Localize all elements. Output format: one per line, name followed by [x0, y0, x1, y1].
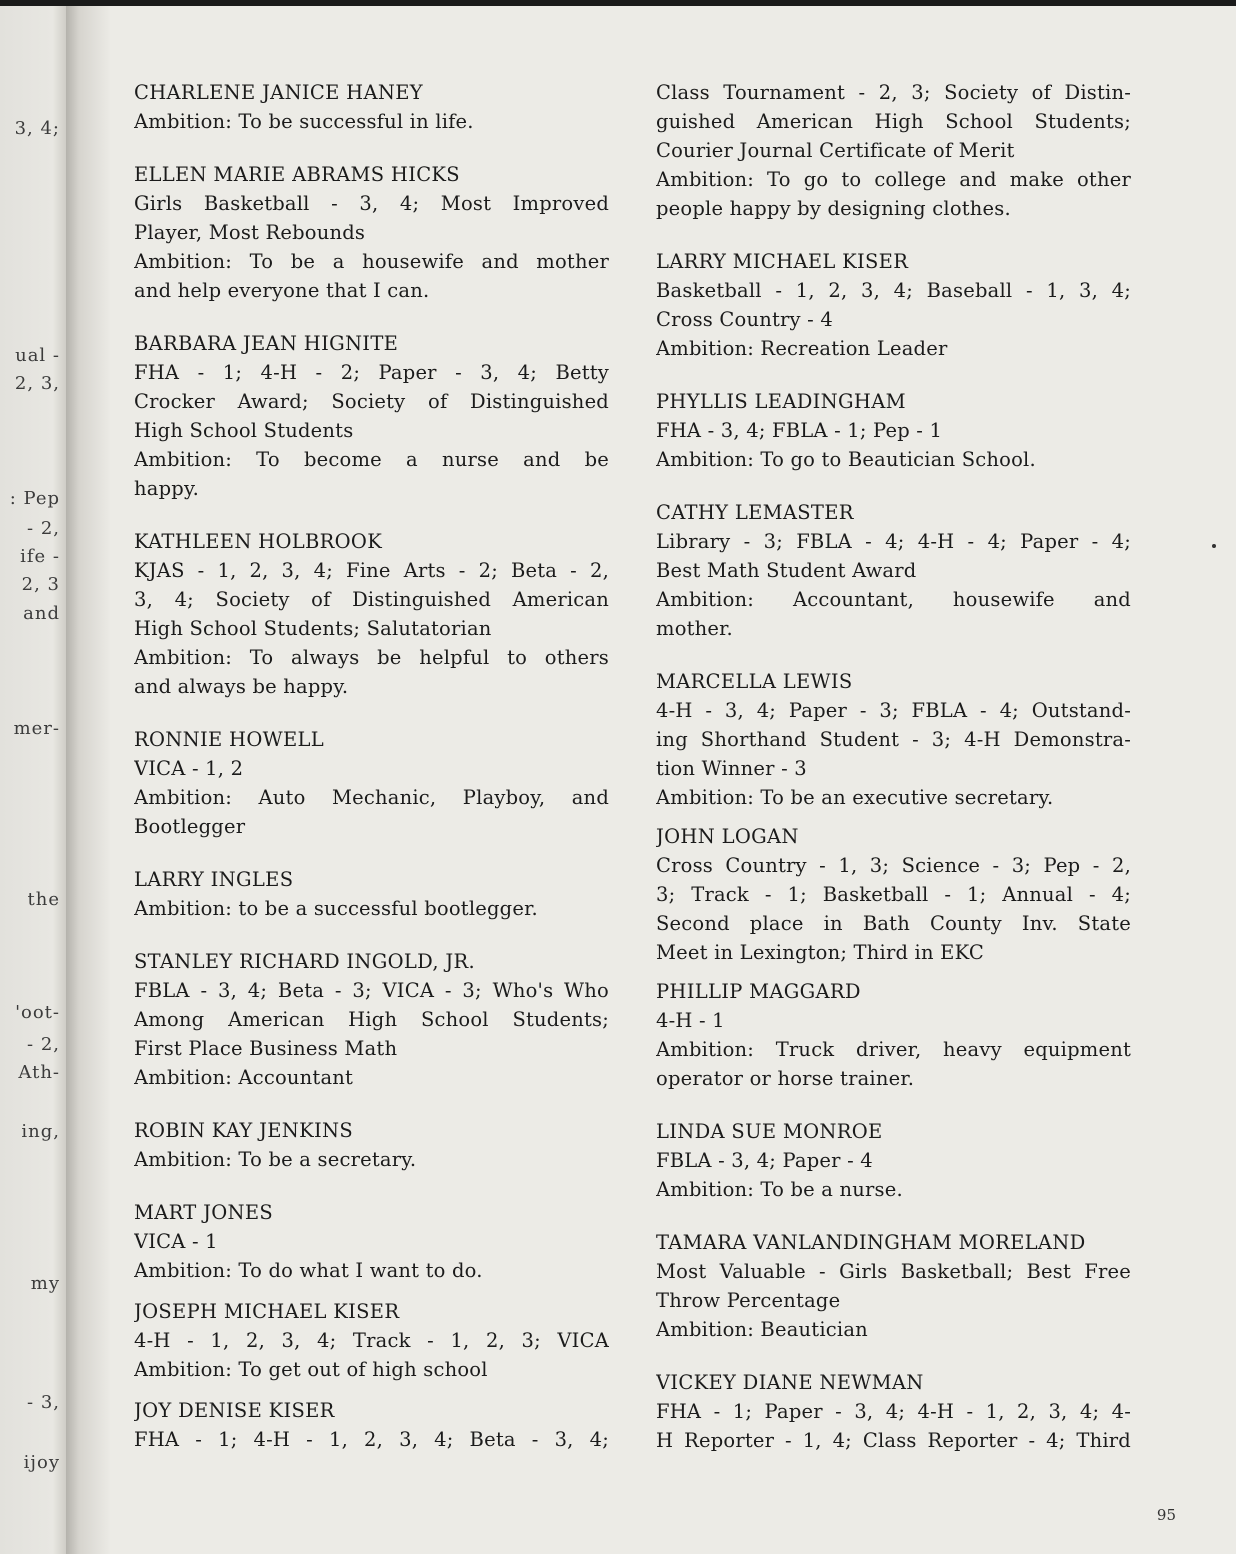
student-detail-line: H Reporter - 1, 4; Class Reporter - 4; Third: [656, 1429, 1131, 1452]
student-detail-line: KJAS - 1, 2, 3, 4; Fine Arts - 2; Beta - 2,: [134, 559, 609, 582]
facing-page-text-fragment: mer-: [13, 718, 60, 739]
student-detail-line: VICA - 1, 2: [134, 757, 244, 780]
facing-page-text-fragment: ual -: [15, 345, 60, 366]
student-entry: [134, 329, 609, 503]
student-detail-line: Courier Journal Certificate of Merit: [656, 139, 1015, 162]
student-detail-line: Player, Most Rebounds: [134, 221, 366, 244]
student-name: JOHN LOGAN: [656, 825, 799, 848]
student-name: VICKEY DIANE NEWMAN: [656, 1371, 924, 1394]
right-column: [656, 78, 1131, 1455]
facing-page-text-fragment: : Pep: [9, 488, 60, 509]
facing-page-text-fragment: and: [23, 603, 60, 624]
student-name: PHILLIP MAGGARD: [656, 980, 861, 1003]
student-detail-line: 3, 4; Society of Distinguished American: [134, 588, 609, 611]
facing-page-text-fragment: - 2,: [27, 518, 60, 539]
student-detail-line: FHA - 1; 4-H - 1, 2, 3, 4; Beta - 3, 4;: [134, 1428, 609, 1451]
student-detail-line: Ambition: To go to Beautician School.: [656, 448, 1036, 471]
facing-page-text-fragment: 2, 3,: [14, 373, 60, 394]
student-detail-line: 4-H - 3, 4; Paper - 3; FBLA - 4; Outstand-: [656, 699, 1131, 722]
student-entry: [656, 667, 1131, 812]
student-entry: [134, 527, 609, 701]
student-detail-line: Basketball - 1, 2, 3, 4; Baseball - 1, 3, 4;: [656, 279, 1131, 302]
student-entry: [656, 78, 1131, 223]
student-entry: [134, 947, 609, 1092]
student-name: ELLEN MARIE ABRAMS HICKS: [134, 163, 460, 186]
student-name: BARBARA JEAN HIGNITE: [134, 332, 399, 355]
student-detail-line: Class Tournament - 2, 3; Society of Distin-: [656, 81, 1131, 104]
student-detail-line: Ambition: Beautician: [656, 1318, 868, 1341]
student-name: CATHY LEMASTER: [656, 501, 854, 524]
student-entry: [656, 1368, 1131, 1455]
student-entry: [134, 1198, 609, 1285]
student-detail-line: FHA - 1; 4-H - 2; Paper - 3, 4; Betty: [134, 361, 609, 384]
student-detail-line: 3; Track - 1; Basketball - 1; Annual - 4;: [656, 883, 1131, 906]
student-entry: [134, 160, 609, 305]
facing-page-text-fragment: - 2,: [27, 1034, 60, 1055]
student-entry: [134, 1116, 609, 1174]
student-name: RONNIE HOWELL: [134, 728, 324, 751]
student-detail-line: Ambition: Auto Mechanic, Playboy, and: [134, 786, 609, 809]
student-detail-line: tion Winner - 3: [656, 757, 807, 780]
student-detail-line: Girls Basketball - 3, 4; Most Improved: [134, 192, 609, 215]
student-entry: [134, 1396, 609, 1454]
student-detail-line: Ambition: To be a nurse.: [656, 1178, 903, 1201]
student-name: ROBIN KAY JENKINS: [134, 1119, 354, 1142]
facing-page-text-fragment: ing,: [21, 1121, 60, 1142]
student-entry: [656, 1117, 1131, 1204]
student-name: TAMARA VANLANDINGHAM MORELAND: [656, 1231, 1086, 1254]
facing-page-text-fragment: ife -: [20, 546, 60, 567]
student-detail-line: Ambition: To go to college and make other: [656, 168, 1131, 191]
student-entry: [656, 822, 1131, 967]
student-detail-line: Cross Country - 1, 3; Science - 3; Pep - 2,: [656, 854, 1131, 877]
student-detail-line: Ambition: To be successful in life.: [134, 110, 474, 133]
student-detail-line: Library - 3; FBLA - 4; 4-H - 4; Paper - 4;: [656, 530, 1131, 553]
student-detail-line: Most Valuable - Girls Basketball; Best Free: [656, 1260, 1131, 1283]
student-detail-line: people happy by designing clothes.: [656, 197, 1011, 220]
student-detail-line: FHA - 3, 4; FBLA - 1; Pep - 1: [656, 419, 943, 442]
student-detail-line: Crocker Award; Society of Distinguished: [134, 390, 609, 413]
left-column: [134, 78, 609, 1454]
student-entry: [134, 725, 609, 841]
facing-page-text-fragment: 'oot-: [15, 1002, 60, 1023]
student-detail-line: Throw Percentage: [656, 1289, 841, 1312]
facing-page-edge: [0, 6, 66, 1554]
facing-page-text-fragment: my: [30, 1273, 60, 1294]
student-detail-line: High School Students; Salutatorian: [134, 617, 492, 640]
student-name: LINDA SUE MONROE: [656, 1120, 883, 1143]
student-detail-line: operator or horse trainer.: [656, 1067, 915, 1090]
page-top-edge: [0, 0, 1236, 6]
student-name: MART JONES: [134, 1201, 274, 1224]
student-detail-line: Ambition: To always be helpful to others: [134, 646, 609, 669]
student-detail-line: Ambition: to be a successful bootlegger.: [134, 897, 538, 920]
student-detail-line: FBLA - 3, 4; Paper - 4: [656, 1149, 873, 1172]
ink-speck: [1212, 544, 1216, 548]
student-detail-line: Ambition: To become a nurse and be: [134, 448, 609, 471]
student-name: PHYLLIS LEADINGHAM: [656, 390, 906, 413]
facing-page-text-fragment: the: [27, 889, 60, 910]
student-detail-line: Ambition: To be a secretary.: [134, 1148, 417, 1171]
student-name: CHARLENE JANICE HANEY: [134, 81, 423, 104]
student-name: LARRY MICHAEL KISER: [656, 250, 909, 273]
student-entry: [656, 387, 1131, 474]
student-name: LARRY INGLES: [134, 868, 294, 891]
student-entry: [656, 1228, 1131, 1344]
student-detail-line: Meet in Lexington; Third in EKC: [656, 941, 984, 964]
student-detail-line: Ambition: To be a housewife and mother: [134, 250, 609, 273]
student-detail-line: happy.: [134, 477, 199, 500]
student-entry: [134, 865, 609, 923]
student-entry: [656, 247, 1131, 363]
student-detail-line: Second place in Bath County Inv. State: [656, 912, 1131, 935]
facing-page-text-fragment: 2, 3: [21, 574, 60, 595]
student-entry: [656, 977, 1131, 1093]
book-gutter: [66, 6, 110, 1554]
student-detail-line: Ambition: Accountant, housewife and: [656, 588, 1131, 611]
student-entry: [134, 1297, 609, 1384]
student-detail-line: Among American High School Students;: [134, 1008, 609, 1031]
student-detail-line: Ambition: Accountant: [134, 1066, 354, 1089]
student-detail-line: ing Shorthand Student - 3; 4-H Demonstra-: [656, 728, 1131, 751]
student-name: STANLEY RICHARD INGOLD, JR.: [134, 950, 476, 973]
student-detail-line: Best Math Student Award: [656, 559, 917, 582]
facing-page-text-fragment: Ath-: [18, 1062, 60, 1083]
student-detail-line: Ambition: Truck driver, heavy equipment: [656, 1038, 1131, 1061]
student-name: KATHLEEN HOLBROOK: [134, 530, 383, 553]
student-detail-line: Ambition: To be an executive secretary.: [656, 786, 1054, 809]
student-detail-line: High School Students: [134, 419, 354, 442]
student-detail-line: Cross Country - 4: [656, 308, 833, 331]
student-detail-line: guished American High School Students;: [656, 110, 1131, 133]
student-detail-line: Ambition: To do what I want to do.: [134, 1259, 483, 1282]
page-number: 95: [1156, 1506, 1176, 1524]
student-detail-line: 4-H - 1, 2, 3, 4; Track - 1, 2, 3; VICA: [134, 1329, 609, 1352]
facing-page-text-fragment: 3, 4;: [14, 118, 60, 139]
student-detail-line: FHA - 1; Paper - 3, 4; 4-H - 1, 2, 3, 4; 4-: [656, 1400, 1131, 1423]
facing-page-text-fragment: - 3,: [27, 1392, 60, 1413]
student-name: JOY DENISE KISER: [134, 1399, 335, 1422]
student-detail-line: Ambition: To get out of high school: [134, 1358, 488, 1381]
student-detail-line: First Place Business Math: [134, 1037, 398, 1060]
student-detail-line: 4-H - 1: [656, 1009, 725, 1032]
facing-page-text-fragment: ijoy: [23, 1452, 60, 1473]
student-name: MARCELLA LEWIS: [656, 670, 853, 693]
student-name: JOSEPH MICHAEL KISER: [134, 1300, 400, 1323]
student-entry: [134, 78, 609, 136]
student-detail-line: Bootlegger: [134, 815, 246, 838]
student-entry: [656, 498, 1131, 643]
student-detail-line: FBLA - 3, 4; Beta - 3; VICA - 3; Who's Who: [134, 979, 609, 1002]
student-detail-line: VICA - 1: [134, 1230, 218, 1253]
student-detail-line: Ambition: Recreation Leader: [656, 337, 948, 360]
student-detail-line: and always be happy.: [134, 675, 349, 698]
student-detail-line: and help everyone that I can.: [134, 279, 430, 302]
student-detail-line: mother.: [656, 617, 733, 640]
